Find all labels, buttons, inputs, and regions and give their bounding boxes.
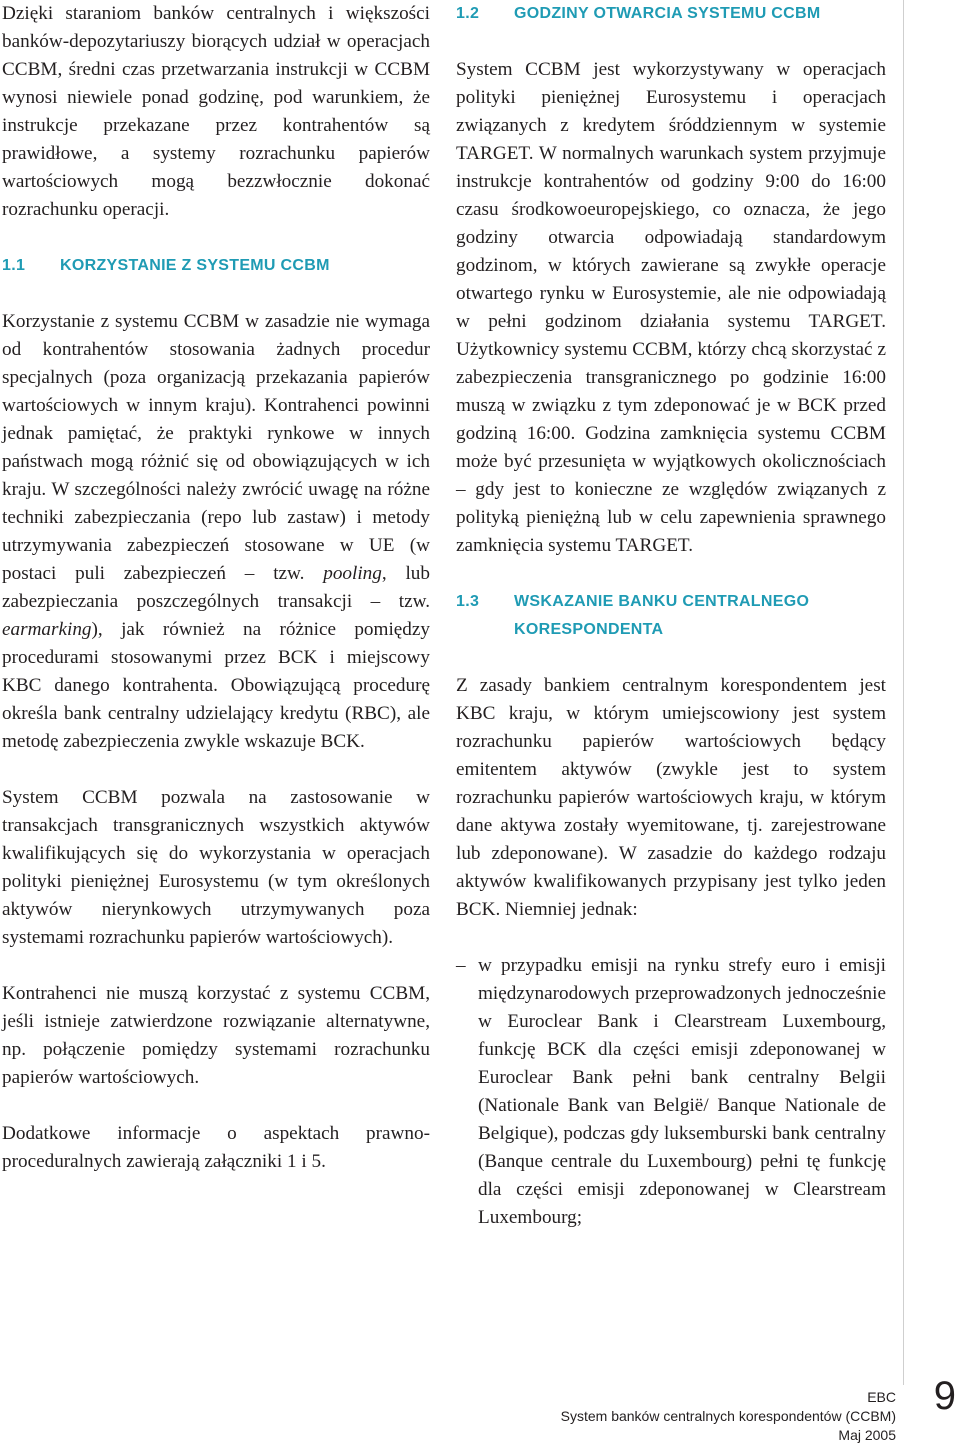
text-run: ), jak również na różnice pomiędzy procedurami stosowanymi przez BCK i miejscowy KBC danego kontrahenta. Obowiązującą procedurę określa bank centralny udzielający kredytu (RBC), ale metodę zabezpieczenia zwykle wskazuje BCK. <box>2 619 430 752</box>
footer-publication: System banków centralnych korespondentów (CCBM) <box>560 1408 896 1424</box>
footer-org: EBC <box>867 1389 896 1405</box>
section-1-1-paragraph-4: Dodatkowe informacje o aspektach prawno-proceduralnych zawierają załączniki 1 i 5. <box>2 1123 430 1172</box>
section-title: KORZYSTANIE Z SYSTEMU CCBM <box>60 257 330 274</box>
left-column <box>2 0 430 1176</box>
page-number: 9 <box>933 1374 956 1418</box>
section-1-1-paragraph-2: System CCBM pozwala na zastosowanie w transakcjach transgranicznych wszystkich aktywów kwalifikujących się do wykorzystania w operacjach polityki pieniężnej Eurosystemu (w tym określonych aktywów nierynkowych utrzymywanych poza systemami rozrachunku papierów wartościowych). <box>2 787 430 948</box>
dash-bullet: – <box>456 955 466 976</box>
section-1-1-paragraph-1 <box>2 308 430 756</box>
list-item <box>456 952 886 1232</box>
section-heading-1-2 <box>456 0 886 28</box>
vertical-divider <box>903 0 904 1385</box>
footer-date: Maj 2005 <box>838 1427 896 1443</box>
section-number: 1.3 <box>456 593 480 610</box>
intro-paragraph: Dzięki staraniom banków centralnych i większości banków-depozytariuszy biorących udział w operacjach CCBM, średni czas przetwarzania instrukcji w CCBM wynosi niewiele ponad godzinę, pod warunkiem, że instrukcje przekazane przez kontrahentów są prawidłowe, a systemy rozrachunku papierów wartościowych mogą bezzwłocznie dokonać rozrachunku operacji. <box>2 3 430 220</box>
section-heading-1-3 <box>456 588 886 644</box>
section-heading-1-1 <box>2 252 430 280</box>
section-number: 1.2 <box>456 5 480 22</box>
section-title: GODZINY OTWARCIA SYSTEMU CCBM <box>514 5 821 22</box>
section-number: 1.1 <box>2 257 26 274</box>
text-run: , lub zabezpieczania poszczególnych transakcji – tzw. <box>2 563 430 612</box>
italic-term: earmarking <box>2 619 92 640</box>
right-column <box>456 0 886 1232</box>
section-1-1-paragraph-3: Kontrahenci nie muszą korzystać z systemu CCBM, jeśli istnieje zatwierdzone rozwiązanie alternatywne, np. połączenie pomiędzy systemami rozrachunku papierów wartościowych. <box>2 983 430 1088</box>
list-item-text: w przypadku emisji na rynku strefy euro i emisji międzynarodowych przeprowadzonych jednocześnie w Euroclear Bank i Clearstream Luxembourg, funkcję BCK dla części emisji zdeponowanej w Euroclear Bank pełni bank centralny Belgii (Nationale Bank van België/ Banque Nationale de Belgique), podczas gdy luksemburski bank centralny (Banque centrale du Luxembourg) pełni tę funkcję dla części emisji zdeponowanej w Clearstream Luxembourg; <box>478 955 886 1228</box>
page-footer <box>536 1388 896 1445</box>
section-1-3-paragraph-1: Z zasady bankiem centralnym korespondentem jest KBC kraju, w którym umiejscowiony jest system rozrachunku papierów wartościowych będący emitentem aktywów (zwykle jest to system rozrachunku papierów wartościowych kraju, w którym dane aktywa zostały wyemitowane, tj. zarejestrowane lub zdeponowane). W zasadzie do każdego rodzaju aktywów kwalifikowanych przypisany jest tylko jeden BCK. Niemniej jednak: <box>456 675 886 920</box>
text-run: Korzystanie z systemu CCBM w zasadzie nie wymaga od kontrahentów stosowania żadnych procedur specjalnych (poza organizacją przekazania papierów wartościowych w innym kraju). Kontrahenci powinni jednak pamiętać, że praktyki rynkowe w innych państwach mogą różnić się od obowiązujących w ich kraju. W szczególności należy zwrócić uwagę na różne techniki zabezpieczania (repo lub zastaw) i metody utrzymywania zabezpieczeń stosowane w UE (w postaci puli zabezpieczeń – tzw. <box>2 311 430 584</box>
section-title: WSKAZANIE BANKU CENTRALNEGO KORESPONDENTA <box>514 593 810 638</box>
italic-term: pooling <box>323 563 382 584</box>
dash-list <box>456 952 886 1232</box>
section-1-2-paragraph-1: System CCBM jest wykorzystywany w operacjach polityki pieniężnej Eurosystemu i operacjach związanych z kredytem śróddziennym w systemie TARGET. W normalnych warunkach system przyjmuje instrukcje kontrahentów od godziny 9:00 do 16:00 czasu środkowoeuropejskiego, co oznacza, że jego godziny otwarcia odpowiadają standardowym godzinom, w których zawierane są zwykłe operacje otwartego rynku w Eurosystemie, ale nie odpowiadają w pełni godzinom działania systemu TARGET. Użytkownicy systemu CCBM, którzy chcą skorzystać z zabezpieczenia transgranicznego po godzinie 16:00 muszą w związku z tym zdeponować je w BCK przed godziną 16:00. Godzina zamknięcia systemu CCBM może być przesunięta w wyjątkowych okolicznościach – gdy jest to konieczne ze względów związanych z polityką pieniężną lub w celu zapewnienia sprawnego zamknięcia systemu TARGET. <box>456 59 886 556</box>
